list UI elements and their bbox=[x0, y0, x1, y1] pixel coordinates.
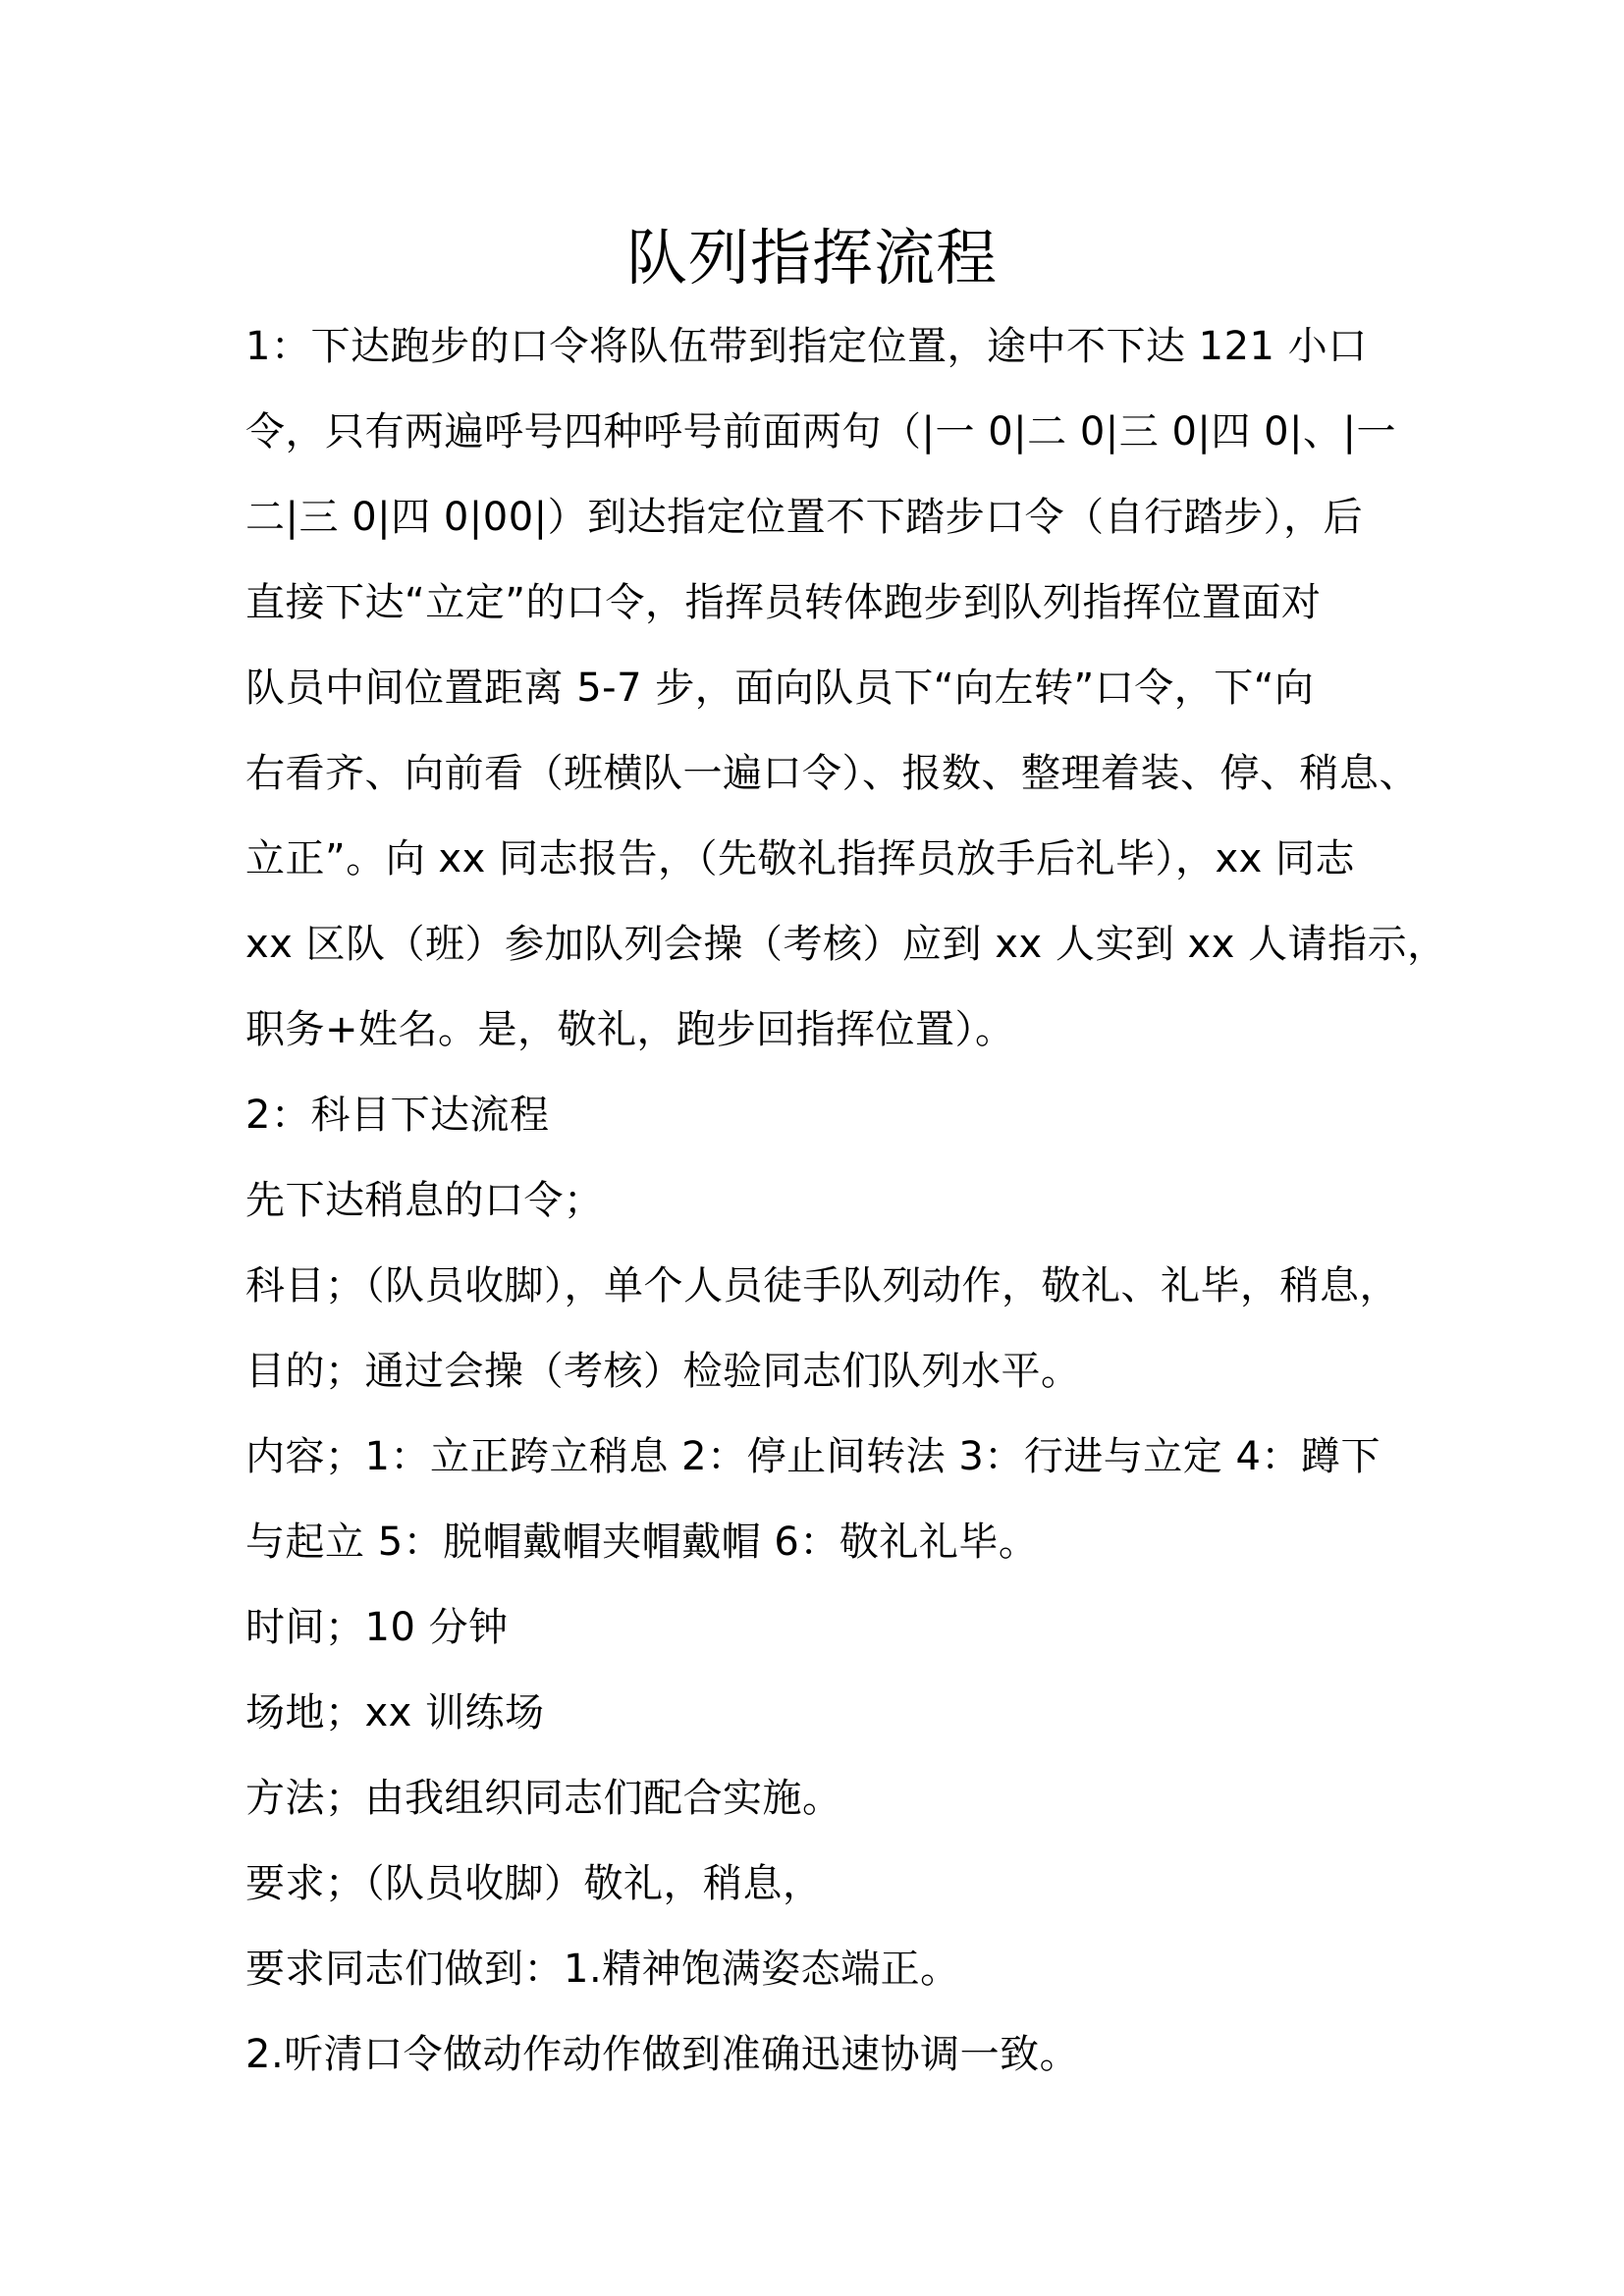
time-line: 时间；10 分钟 bbox=[245, 1605, 509, 1650]
section-2 bbox=[245, 1073, 1399, 2098]
paragraph-line: 直接下达“立定”的口令，指挥员转体跑步到队列指挥位置面对 bbox=[245, 580, 1322, 625]
requirement-item-2: 2.听清口令做动作动作做到准确迅速协调一致。 bbox=[245, 2032, 1080, 2077]
purpose-line: 目的；通过会操（考核）检验同志们队列水平。 bbox=[245, 1349, 1081, 1394]
paragraph-line: 二|三 0|四 0|00|）到达指定位置不下踏步口令（自行踏步），后 bbox=[245, 495, 1364, 540]
paragraph-line: 右看齐、向前看（班横队一遍口令）、报数、整理着装、停、稍息、 bbox=[245, 751, 1419, 796]
paragraph-line: 职务+姓名。是，敬礼，跑步回指挥位置）。 bbox=[245, 1007, 1015, 1052]
content-line: 内容；1：立正跨立稍息 2：停止间转法 3：行进与立定 4：蹲下 bbox=[245, 1434, 1380, 1479]
content-line: 与起立 5：脱帽戴帽夹帽戴帽 6：敬礼礼毕。 bbox=[245, 1520, 1039, 1565]
paragraph-line: 1：下达跑步的口令将队伍带到指定位置，途中不下达 121 小口 bbox=[245, 324, 1368, 369]
requirement-item-1: 要求同志们做到：1.精神饱满姿态端正。 bbox=[245, 1947, 960, 1992]
page-title: 队列指挥流程 bbox=[625, 222, 998, 294]
paragraph-line: xx 区队（班）参加队列会操（考核）应到 xx 人实到 xx 人请指示， bbox=[245, 922, 1447, 967]
section-2-heading: 2：科目下达流程 bbox=[245, 1093, 550, 1138]
paragraph-line: 令，只有两遍呼号四种呼号前面两句（|一 0|二 0|三 0|四 0|、|一 bbox=[245, 409, 1397, 454]
method-line: 方法；由我组织同志们配合实施。 bbox=[245, 1776, 842, 1821]
paragraph-line: 立正”。向 xx 同志报告，（先敬礼指挥员放手后礼毕），xx 同志 bbox=[245, 836, 1356, 881]
paragraph-line: 队员中间位置距离 5-7 步，面向队员下“向左转”口令，下“向 bbox=[245, 666, 1315, 711]
rest-command-line: 先下达稍息的口令； bbox=[245, 1178, 604, 1223]
venue-line: 场地；xx 训练场 bbox=[245, 1690, 545, 1735]
requirement-line: 要求；（队员收脚）敬礼，稍息， bbox=[245, 1861, 823, 1906]
section-1-paragraph bbox=[245, 304, 1447, 1073]
subject-line: 科目；（队员收脚），单个人员徒手队列动作，敬礼、礼毕，稍息， bbox=[245, 1263, 1399, 1308]
document-body bbox=[245, 304, 1447, 2098]
